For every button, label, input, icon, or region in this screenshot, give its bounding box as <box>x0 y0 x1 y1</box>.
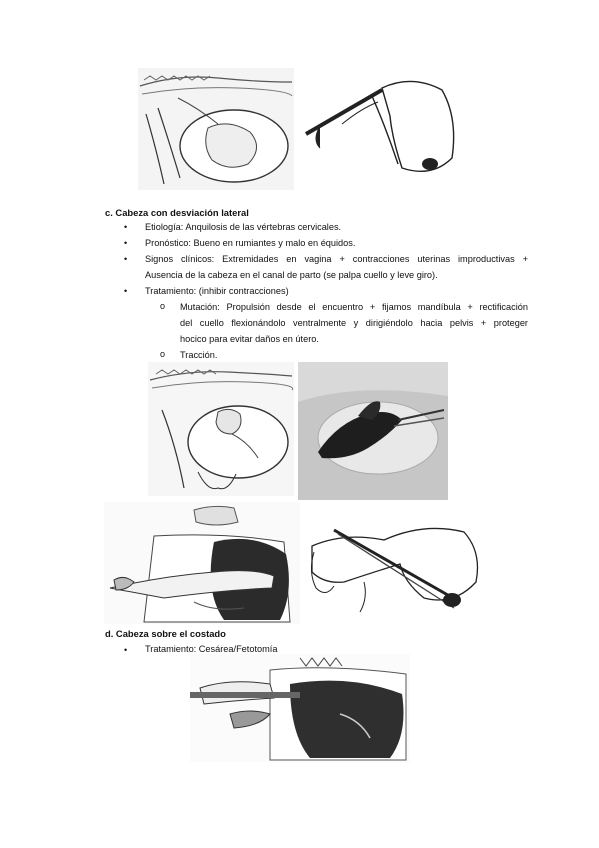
bullet-glyph: • <box>124 254 128 264</box>
treatment-label: Tratamiento: <box>145 286 197 296</box>
traction-line: Tracción. <box>180 350 218 360</box>
section-c-heading: c. Cabeza con desviación lateral <box>105 207 249 218</box>
treatment-d-text: Cesárea/Fetotomía <box>196 644 278 654</box>
bullet-glyph: • <box>124 222 128 232</box>
figure-head-snare <box>304 512 484 618</box>
bullet-glyph: • <box>124 645 128 655</box>
clinical-signs-line-1 <box>145 252 528 267</box>
figure-traction-head <box>302 68 458 186</box>
prognosis-line <box>145 236 355 251</box>
treatment-line <box>145 284 289 299</box>
bullet-glyph: • <box>124 238 128 248</box>
figure-uterus-fetus-2 <box>148 362 294 496</box>
figure-fetotomy <box>190 654 410 762</box>
etiology-text: Anquilosis de las vértebras cervicales. <box>183 222 342 232</box>
mutation-line-3: hocico para evitar daños en útero. <box>180 334 319 344</box>
prognosis-text: Bueno en rumiantes y malo en équidos. <box>190 238 356 248</box>
etiology-label: Etiología: <box>145 222 184 232</box>
treatment-d-label: Tratamiento: <box>145 644 197 654</box>
sub-bullet-glyph: o <box>160 349 166 359</box>
mutation-line-1: Mutación: Propulsión desde el encuentro + fijamos mandíbula + rectificación <box>180 302 528 312</box>
clinical-signs-text: Extremidades en vagina + contracciones uterinas improductivas + <box>214 254 528 264</box>
section-d-heading: d. Cabeza sobre el costado <box>105 628 226 639</box>
treatment-text: (inhibir contracciones) <box>196 286 289 296</box>
bullet-glyph: • <box>124 286 128 296</box>
clinical-signs-label: Signos clínicos: <box>145 254 215 264</box>
clinical-signs-line-2: Ausencia de la cabeza en el canal de parto (se palpa cuello y leve giro). <box>145 270 438 280</box>
mutation-line-2: del cuello flexionándolo ventralmente y dirigiéndolo hacia pelvis + proteger <box>180 318 528 328</box>
prognosis-label: Pronóstico: <box>145 238 191 248</box>
figure-uterus-fetus-1 <box>138 68 294 190</box>
figure-manual-correction <box>104 502 300 624</box>
etiology-line <box>145 220 341 235</box>
figure-3d-fetus-render <box>298 362 448 500</box>
sub-bullet-glyph: o <box>160 301 166 311</box>
